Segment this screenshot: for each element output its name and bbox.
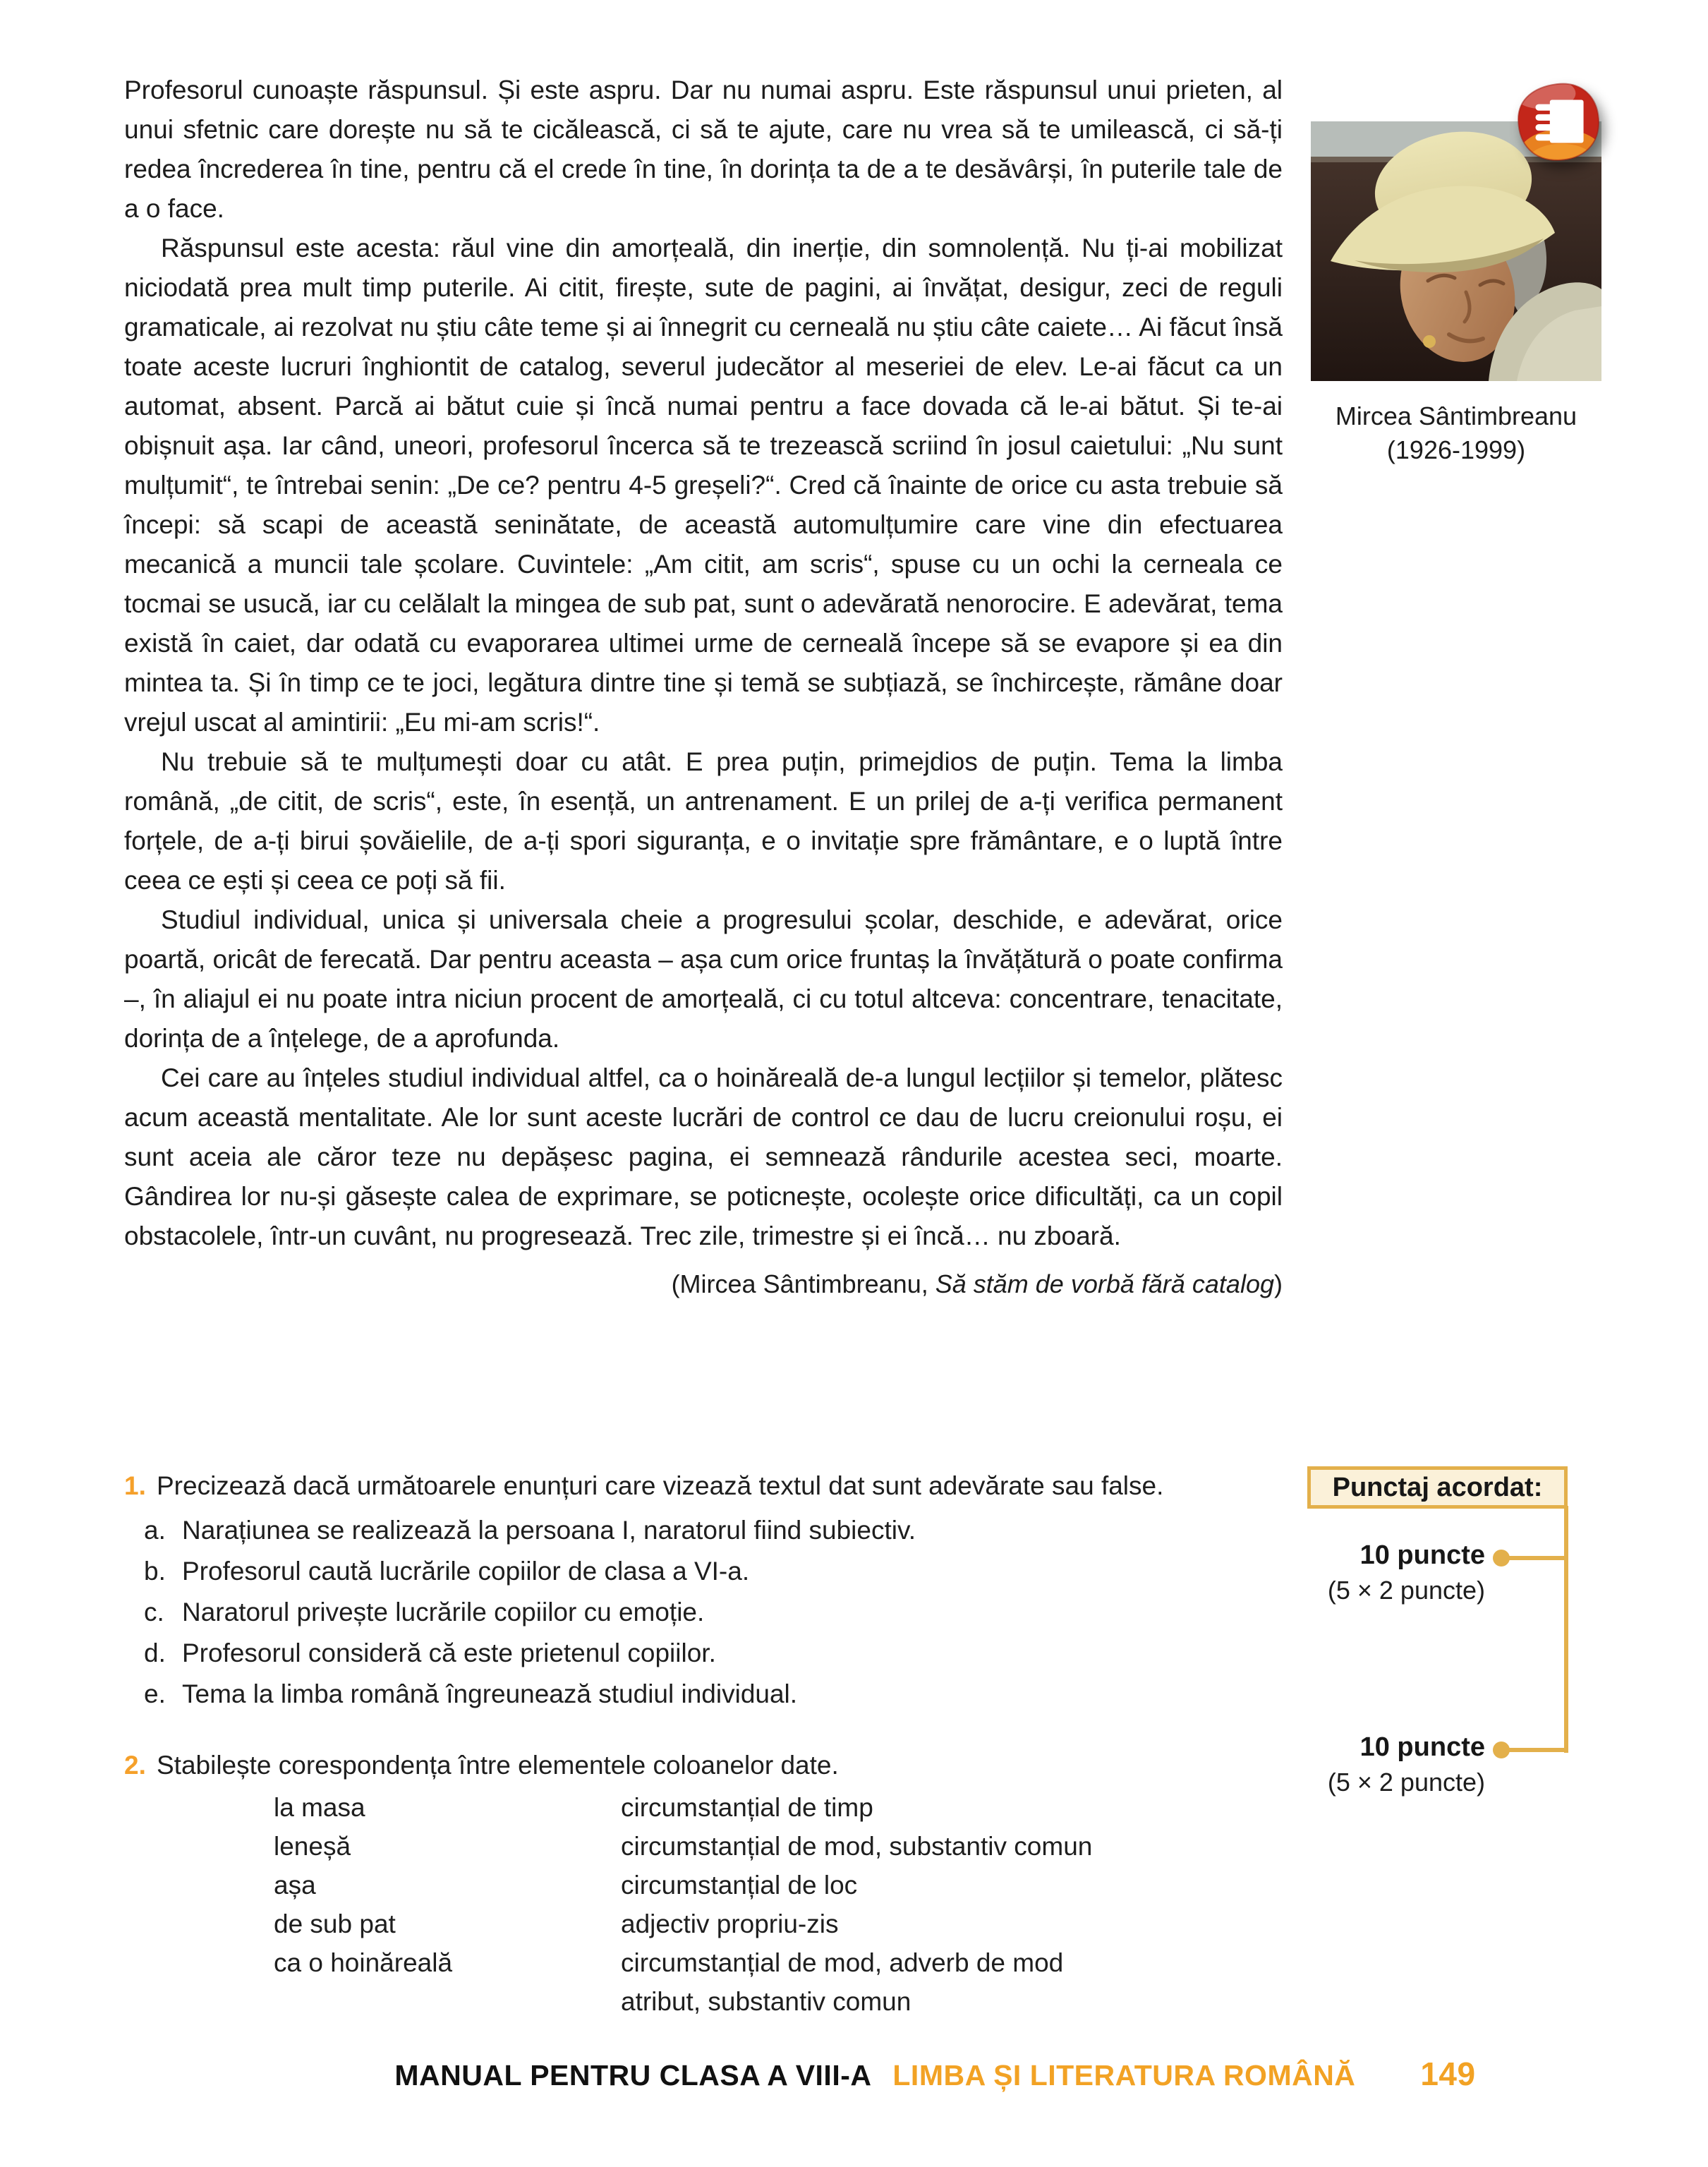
match-left: la masa: [274, 1793, 365, 1822]
list-item: [124, 1552, 1283, 1590]
match-right: circumstanțial de timp: [621, 1793, 873, 1822]
score-detail: (5 × 2 puncte): [1327, 1768, 1485, 1797]
page-number: 149: [1420, 2056, 1476, 2092]
exercises-section: [124, 1466, 1283, 2021]
exercise-1-items: [124, 1511, 1283, 1713]
photo-caption-years: (1926-1999): [1386, 435, 1526, 464]
exercise-1-prompt-row: [124, 1466, 1283, 1505]
match-left: leneșă: [274, 1832, 351, 1861]
item-text: Profesorul caută lucrările copiilor de clasa a VI-a.: [182, 1557, 750, 1586]
exercise-prompt: Precizează dacă următoarele enunțuri care vizează textul dat sunt adevărate sau false.: [157, 1471, 1164, 1500]
list-item: [124, 1634, 1283, 1672]
item-label: b.: [144, 1557, 166, 1586]
list-item: [124, 1674, 1283, 1713]
item-label: a.: [144, 1516, 166, 1545]
match-left: ca o hoinăreală: [274, 1948, 453, 1977]
exercise-2: [124, 1746, 1283, 2021]
exercise-1: [124, 1466, 1283, 1713]
match-right: circumstanțial de mod, substantiv comun: [621, 1832, 1093, 1861]
match-right: circumstanțial de loc: [621, 1871, 858, 1900]
item-label: e.: [144, 1679, 166, 1708]
score-connector-line: [1501, 1748, 1568, 1752]
page-footer: [0, 2055, 1708, 2093]
footer-manual-label: MANUAL PENTRU CLASA A VIII-A: [394, 2059, 872, 2091]
score-header-label: Punctaj acordat:: [1332, 1472, 1543, 1502]
score-header-box: [1307, 1466, 1568, 1509]
score-points: 10 puncte: [1359, 1540, 1485, 1570]
list-item: [124, 1511, 1283, 1550]
item-text: Tema la limba română îngreunează studiul individual.: [182, 1679, 798, 1708]
score-entry: [1231, 1540, 1485, 1605]
text-attribution: [124, 1266, 1283, 1303]
photo-caption: [1311, 399, 1601, 467]
item-label: c.: [144, 1598, 164, 1626]
text-paragraph: Nu trebuie să te mulțumești doar cu atât. E prea puțin, primejdios de puțin. Tema la limba română, „de citit, de scris“, este, în esență, un antrenament. E un prilej de a-ți verifica permanent forțele, de a-ți birui șovăielile, de a-ți spori siguranța, e o invitație spre frământare, e o luptă între ceea ce ești și ceea ce poți să fii.: [124, 747, 1283, 895]
score-connector-vertical-line: [1564, 1506, 1568, 1753]
matching-columns: [274, 1788, 1283, 2021]
attribution-work-title: Să stăm de vorbă fără catalog: [935, 1269, 1274, 1298]
exercise-prompt: Stabilește corespondența între elementele coloanelor date.: [157, 1751, 839, 1780]
text-paragraph: Studiul individual, unica și universala cheie a progresului școlar, deschide, e adevărat, orice poartă, oricât de ferecată. Dar pentru aceasta – așa cum orice fruntaș la învățătură o poate confirma –, în aliajul ei nu poate intra niciun procent de amorțeală, ci cu totul altceva: concentrare, tenacitate, dorința de a înțelege, de a aprofunda.: [124, 905, 1283, 1053]
footer-subject-label: LIMBA ȘI LITERATURA ROMÂNĂ: [892, 2059, 1356, 2091]
notebook-icon: [1514, 80, 1603, 164]
match-right: circumstanțial de mod, adverb de mod: [621, 1948, 1064, 1977]
match-left: [274, 1982, 621, 2021]
match-left: de sub pat: [274, 1909, 396, 1938]
text-paragraph: Cei care au înțeles studiul individual altfel, ca o hoinăreală de-a lungul lecțiilor și temelor, plătesc acum această mentalitate. Ale lor sunt aceste lucrări de control ce dau de lucru creionului roșu, ei sunt aceia ale căror teze nu depășesc pagina, ei semnează rândurile acestea seci, moarte. Gândirea lor nu-și găsește calea de exprimare, se poticnește, ocolește orice dificultăți, ca un copil obstacolele, într-un cuvânt, nu progresează. Trec zile, trimestre și ei încă… nu zboară.: [124, 1063, 1283, 1250]
text-paragraph: Profesorul cunoaște răspunsul. Și este aspru. Dar nu numai aspru. Este răspunsul unui prieten, al unui sfetnic care dorește nu să te cicălească, ci să te ajute, care nu vrea să te umilească, ci să-ți redea încrederea în tine, pentru că el crede în tine, în dorința ta de a te desăvârși, în puterile tale de a o face.: [124, 76, 1283, 223]
exercise-number: 2.: [124, 1751, 146, 1780]
exercise-number: 1.: [124, 1471, 146, 1500]
exercise-2-prompt-row: [124, 1746, 1283, 1785]
list-item: [124, 1593, 1283, 1631]
score-connector-line: [1501, 1556, 1568, 1560]
attribution-author: (Mircea Sântimbreanu,: [671, 1269, 935, 1298]
match-right: atribut, substantiv comun: [621, 1987, 911, 2016]
score-points: 10 puncte: [1359, 1732, 1485, 1762]
item-text: Narațiunea se realizează la persoana I, naratorul fiind subiectiv.: [182, 1516, 916, 1545]
text-paragraph: Răspunsul este acesta: răul vine din amorțeală, din inerție, din somnolență. Nu ți-ai mobilizat niciodată prea mult timp puterile. Ai citit, firește, sute de pagini, ai învățat, desigur, zeci de reguli gramaticale, ai rezolvat nu știu câte teme și ai înnegrit cu cerneală nu știu câte caiete… Ai făcut însă toate aceste lucruri înghiontit de catalog, severul judecător al meseriei de elev. Le-ai făcut ca un automat, absent. Parcă ai bătut cuie și încă numai pentru a face dovada că le-ai bătut. Și te-ai obișnuit așa. Iar când, uneori, profesorul încerca să te trezească scriind în josul caietului: „Nu sunt mulțumit“, te întrebai senin: „De ce? pentru 4-5 greșeli?“. Cred că înainte de orice cu asta trebuie să începi: să scapi de această seninătate, de această automulțumire care vine din efectuarea mecanică a muncii tale școlare. Cuvintele: „Am citit, am scris“, spuse cu un ochi la cerneala ce tocmai se usucă, iar cu celălalt la mingea de sub pat, sunt o adevărată nenorocire. E adevărat, tema există în caiet, dar odată cu evaporarea ultimei urme de cerneală începe să se evapore și ea din mintea ta. Și în timp ce te joci, legătura dintre tine și temă se subțiază, se închircește, rămâne doar vrejul uscat al amintirii: „Eu mi-am scris!“.: [124, 234, 1283, 737]
item-text: Naratorul privește lucrările copiilor cu emoție.: [182, 1598, 705, 1626]
reading-text: [124, 71, 1283, 1303]
item-text: Profesorul consideră că este prietenul copiilor.: [182, 1638, 716, 1667]
match-right: adjectiv propriu-zis: [621, 1909, 839, 1938]
score-entry: [1231, 1732, 1485, 1797]
match-left: așa: [274, 1871, 316, 1900]
score-detail: (5 × 2 puncte): [1327, 1576, 1485, 1605]
photo-caption-name: Mircea Sântimbreanu: [1335, 402, 1577, 430]
item-label: d.: [144, 1638, 166, 1667]
attribution-close: ): [1274, 1269, 1283, 1298]
